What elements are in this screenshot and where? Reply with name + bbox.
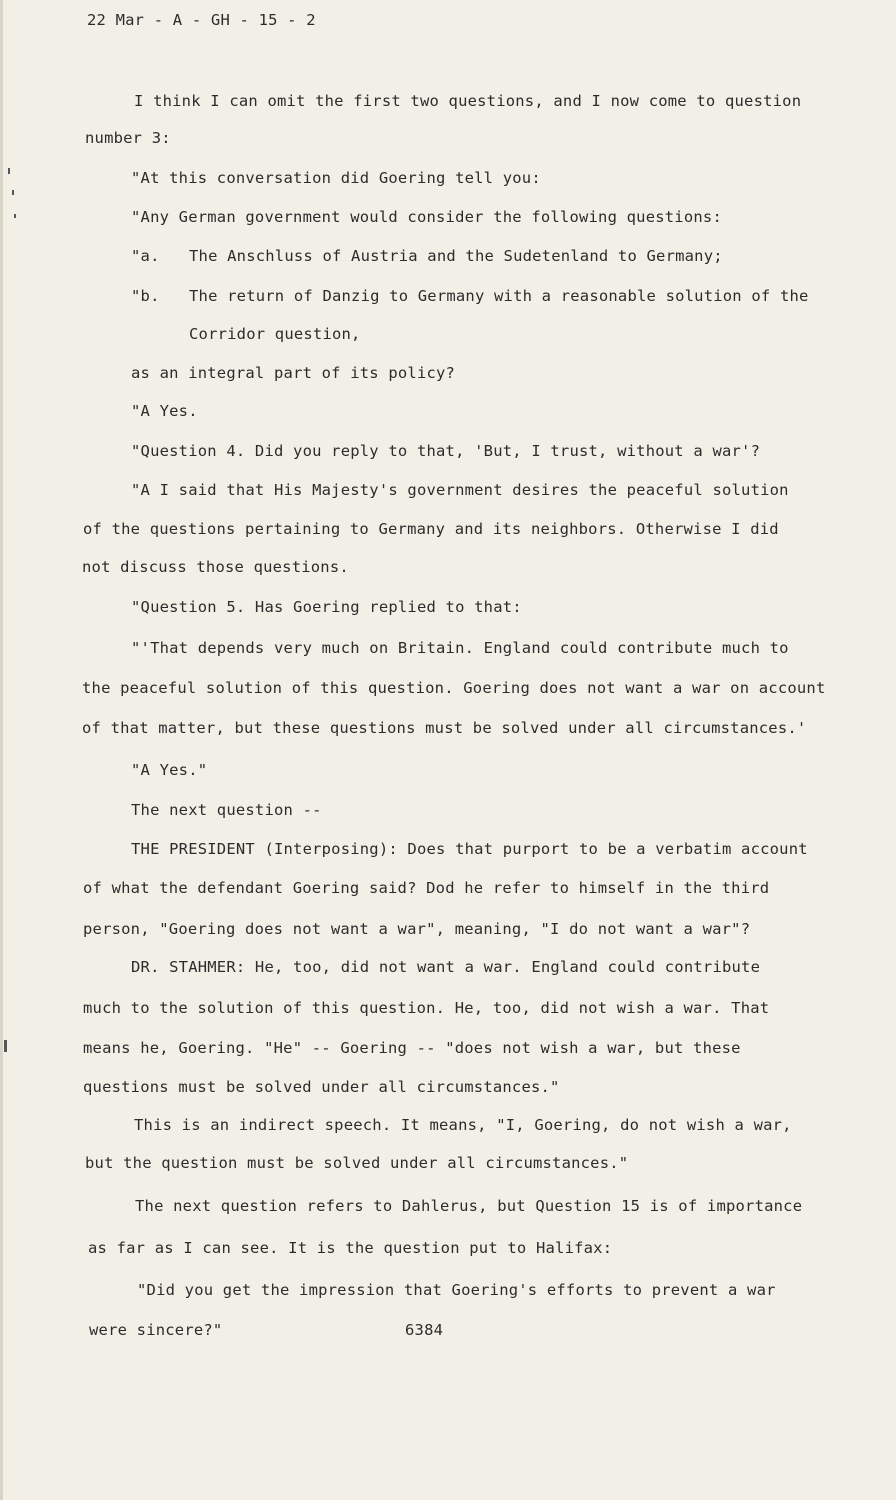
list-item-b (131, 286, 160, 306)
body-line-18: "A Yes." (131, 761, 208, 779)
header-ref-code: 22 Mar - A - GH - 15 - 2 (87, 11, 316, 29)
body-line-16: the peaceful solution of this question. Goering does not want a war on account (82, 679, 826, 697)
body-line-32: were sincere?" (89, 1321, 223, 1339)
page-number: 6384 (405, 1321, 444, 1339)
body-line-14: "Question 5. Has Goering replied to that: (131, 598, 522, 616)
body-line-15: "'That depends very much on Britain. England could contribute much to (131, 639, 789, 657)
body-line-26: questions must be solved under all circumstances." (83, 1078, 560, 1096)
body-line-28: but the question must be solved under all circumstances." (85, 1154, 629, 1172)
body-line-2: number 3: (85, 129, 171, 147)
body-line-12: of the questions pertaining to Germany and its neighbors. Otherwise I did (83, 520, 779, 538)
body-line-10: "Question 4. Did you reply to that, 'But, I trust, without a war'? (131, 442, 761, 460)
body-line-27: This is an indirect speech. It means, "I, Goering, do not wish a war, (134, 1116, 792, 1134)
body-line-20: THE PRESIDENT (Interposing): Does that purport to be a verbatim account (131, 840, 808, 858)
margin-punch-mark (12, 190, 14, 195)
body-line-24: much to the solution of this question. He, too, did not wish a war. That (83, 999, 770, 1017)
body-line-19: The next question -- (131, 801, 322, 819)
body-line-30: as far as I can see. It is the question put to Halifax: (88, 1239, 613, 1257)
body-line-7: Corridor question, (189, 325, 361, 343)
margin-binding-mark (4, 1040, 7, 1052)
list-item-a (131, 246, 160, 266)
body-line-13: not discuss those questions. (82, 558, 349, 576)
body-line-3: "At this conversation did Goering tell you: (131, 169, 541, 187)
margin-punch-mark (14, 214, 16, 218)
body-line-11: "A I said that His Majesty's government desires the peaceful solution (131, 481, 789, 499)
body-line-8: as an integral part of its policy? (131, 364, 456, 382)
body-line-9: "A Yes. (131, 402, 198, 420)
body-line-5: The Anschluss of Austria and the Sudetenland to Germany; (189, 247, 723, 265)
body-line-29: The next question refers to Dahlerus, but Question 15 is of importance (135, 1197, 803, 1215)
body-line-4: "Any German government would consider the following questions: (131, 208, 722, 226)
body-line-23: DR. STAHMER: He, too, did not want a war. England could contribute (131, 958, 761, 976)
body-line-22: person, "Goering does not want a war", meaning, "I do not want a war"? (83, 920, 751, 938)
body-line-17: of that matter, but these questions must be solved under all circumstances.' (82, 719, 807, 737)
margin-punch-mark (8, 168, 10, 174)
list-marker-b: "b. (131, 287, 160, 305)
body-line-6: The return of Danzig to Germany with a reasonable solution of the (189, 287, 809, 305)
body-line-31: "Did you get the impression that Goering's efforts to prevent a war (137, 1281, 776, 1299)
body-line-25: means he, Goering. "He" -- Goering -- "does not wish a war, but these (83, 1039, 741, 1057)
body-line-21: of what the defendant Goering said? Dod he refer to himself in the third (83, 879, 770, 897)
list-marker-a: "a. (131, 247, 160, 265)
body-line-1: I think I can omit the first two questions, and I now come to question (134, 92, 802, 110)
